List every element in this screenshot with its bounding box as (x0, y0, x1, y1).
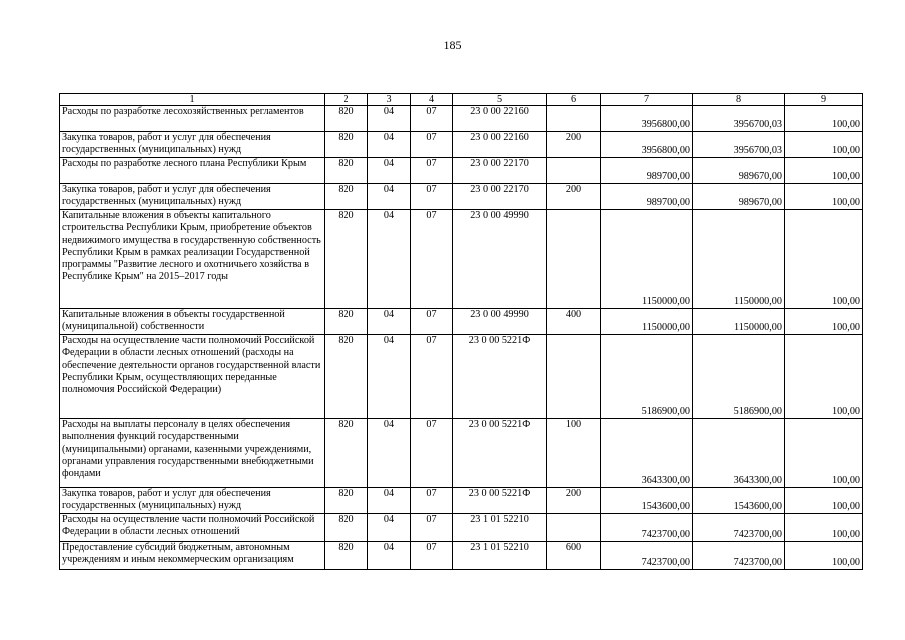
planned-amount-cell: 1150000,00 (601, 210, 693, 309)
expense-name-cell: Расходы по разработке лесного плана Республики Крым (60, 158, 325, 184)
section-code-cell: 04 (368, 106, 411, 132)
ministry-code-cell: 820 (325, 514, 368, 542)
ministry-code-cell: 820 (325, 158, 368, 184)
executed-amount-cell: 7423700,00 (693, 542, 785, 570)
ministry-code-cell: 820 (325, 542, 368, 570)
target-article-cell: 23 0 00 5221Ф (453, 335, 547, 419)
table-row (60, 335, 863, 419)
execution-percent-cell: 100,00 (785, 184, 863, 210)
expense-name-cell: Расходы на осуществление части полномочий Российской Федерации в области лесных отношений (расходы на обеспечение деятельности органов государственной власти Республики Крым, осуществляющих переданные полномочия Российской Федерации) (60, 335, 325, 419)
target-article-cell: 23 1 01 52210 (453, 514, 547, 542)
ministry-code-cell: 820 (325, 488, 368, 514)
expense-name-cell: Капитальные вложения в объекты государственной (муниципальной) собственности (60, 309, 325, 335)
executed-amount-cell: 3956700,03 (693, 106, 785, 132)
budget-table (59, 93, 863, 570)
expense-type-cell (547, 514, 601, 542)
execution-percent-cell: 100,00 (785, 132, 863, 158)
table-row (60, 488, 863, 514)
planned-amount-cell: 989700,00 (601, 184, 693, 210)
subsection-code-cell: 07 (411, 419, 453, 488)
planned-amount-cell: 989700,00 (601, 158, 693, 184)
executed-amount-cell: 989670,00 (693, 184, 785, 210)
expense-type-cell: 400 (547, 309, 601, 335)
subsection-code-cell: 07 (411, 106, 453, 132)
planned-amount-cell: 7423700,00 (601, 514, 693, 542)
subsection-code-cell: 07 (411, 335, 453, 419)
subsection-code-cell: 07 (411, 514, 453, 542)
planned-amount-cell: 1543600,00 (601, 488, 693, 514)
ministry-code-cell: 820 (325, 132, 368, 158)
ministry-code-cell: 820 (325, 210, 368, 309)
expense-name-cell: Расходы по разработке лесохозяйственных регламентов (60, 106, 325, 132)
target-article-cell: 23 0 00 22170 (453, 158, 547, 184)
table-header-row (60, 94, 863, 106)
subsection-code-cell: 07 (411, 210, 453, 309)
executed-amount-cell: 1150000,00 (693, 309, 785, 335)
expense-name-cell: Расходы на выплаты персоналу в целях обеспечения выполнения функций государственными (муниципальными) органами, казенными учреждениями, органами управления государственными внебюджетными фондами (60, 419, 325, 488)
table-row (60, 542, 863, 570)
executed-amount-cell: 3956700,03 (693, 132, 785, 158)
table-row (60, 158, 863, 184)
execution-percent-cell: 100,00 (785, 419, 863, 488)
table-row (60, 309, 863, 335)
column-header-1: 1 (60, 94, 325, 106)
column-header-9: 9 (785, 94, 863, 106)
subsection-code-cell: 07 (411, 132, 453, 158)
page-number: 185 (443, 38, 462, 52)
column-header-5: 5 (453, 94, 547, 106)
table-row (60, 514, 863, 542)
column-header-8: 8 (693, 94, 785, 106)
target-article-cell: 23 0 00 22160 (453, 106, 547, 132)
execution-percent-cell: 100,00 (785, 542, 863, 570)
section-code-cell: 04 (368, 514, 411, 542)
table-row (60, 184, 863, 210)
table-row (60, 419, 863, 488)
expense-type-cell (547, 210, 601, 309)
section-code-cell: 04 (368, 419, 411, 488)
section-code-cell: 04 (368, 488, 411, 514)
executed-amount-cell: 1543600,00 (693, 488, 785, 514)
table-body (60, 106, 863, 570)
section-code-cell: 04 (368, 542, 411, 570)
column-header-7: 7 (601, 94, 693, 106)
expense-name-cell: Закупка товаров, работ и услуг для обеспечения государственных (муниципальных) нужд (60, 488, 325, 514)
section-code-cell: 04 (368, 184, 411, 210)
expense-type-cell (547, 335, 601, 419)
target-article-cell: 23 1 01 52210 (453, 542, 547, 570)
ministry-code-cell: 820 (325, 184, 368, 210)
executed-amount-cell: 989670,00 (693, 158, 785, 184)
ministry-code-cell: 820 (325, 106, 368, 132)
expense-name-cell: Закупка товаров, работ и услуг для обеспечения государственных (муниципальных) нужд (60, 184, 325, 210)
execution-percent-cell: 100,00 (785, 488, 863, 514)
target-article-cell: 23 0 00 5221Ф (453, 419, 547, 488)
expense-type-cell: 200 (547, 488, 601, 514)
column-header-4: 4 (411, 94, 453, 106)
execution-percent-cell: 100,00 (785, 309, 863, 335)
column-header-3: 3 (368, 94, 411, 106)
column-header-6: 6 (547, 94, 601, 106)
expense-type-cell: 100 (547, 419, 601, 488)
ministry-code-cell: 820 (325, 419, 368, 488)
executed-amount-cell: 3643300,00 (693, 419, 785, 488)
execution-percent-cell: 100,00 (785, 106, 863, 132)
expense-type-cell (547, 158, 601, 184)
planned-amount-cell: 3956800,00 (601, 106, 693, 132)
expense-name-cell: Расходы на осуществление части полномочий Российской Федерации в области лесных отношений (60, 514, 325, 542)
table-row (60, 132, 863, 158)
planned-amount-cell: 7423700,00 (601, 542, 693, 570)
target-article-cell: 23 0 00 22160 (453, 132, 547, 158)
subsection-code-cell: 07 (411, 158, 453, 184)
target-article-cell: 23 0 00 22170 (453, 184, 547, 210)
executed-amount-cell: 5186900,00 (693, 335, 785, 419)
expense-type-cell: 200 (547, 184, 601, 210)
expense-type-cell: 600 (547, 542, 601, 570)
ministry-code-cell: 820 (325, 309, 368, 335)
subsection-code-cell: 07 (411, 488, 453, 514)
executed-amount-cell: 7423700,00 (693, 514, 785, 542)
section-code-cell: 04 (368, 210, 411, 309)
execution-percent-cell: 100,00 (785, 210, 863, 309)
target-article-cell: 23 0 00 5221Ф (453, 488, 547, 514)
planned-amount-cell: 1150000,00 (601, 309, 693, 335)
execution-percent-cell: 100,00 (785, 514, 863, 542)
section-code-cell: 04 (368, 309, 411, 335)
column-header-2: 2 (325, 94, 368, 106)
subsection-code-cell: 07 (411, 542, 453, 570)
planned-amount-cell: 5186900,00 (601, 335, 693, 419)
section-code-cell: 04 (368, 335, 411, 419)
expense-type-cell (547, 106, 601, 132)
expense-name-cell: Капитальные вложения в объекты капитального строительства Республики Крым, приобретение объектов недвижимого имущества в государственную собственность Республики Крым в рамках реализации Государственной программы "Развитие лесного и охотничьего хозяйства в Республике Крым" на 2015–2017 годы (60, 210, 325, 309)
executed-amount-cell: 1150000,00 (693, 210, 785, 309)
execution-percent-cell: 100,00 (785, 158, 863, 184)
section-code-cell: 04 (368, 158, 411, 184)
planned-amount-cell: 3643300,00 (601, 419, 693, 488)
target-article-cell: 23 0 00 49990 (453, 210, 547, 309)
subsection-code-cell: 07 (411, 184, 453, 210)
expense-name-cell: Предоставление субсидий бюджетным, автономным учреждениям и иным некоммерческим организациям (60, 542, 325, 570)
section-code-cell: 04 (368, 132, 411, 158)
target-article-cell: 23 0 00 49990 (453, 309, 547, 335)
ministry-code-cell: 820 (325, 335, 368, 419)
table-row (60, 210, 863, 309)
expense-type-cell: 200 (547, 132, 601, 158)
subsection-code-cell: 07 (411, 309, 453, 335)
planned-amount-cell: 3956800,00 (601, 132, 693, 158)
table-row (60, 106, 863, 132)
execution-percent-cell: 100,00 (785, 335, 863, 419)
expense-name-cell: Закупка товаров, работ и услуг для обеспечения государственных (муниципальных) нужд (60, 132, 325, 158)
